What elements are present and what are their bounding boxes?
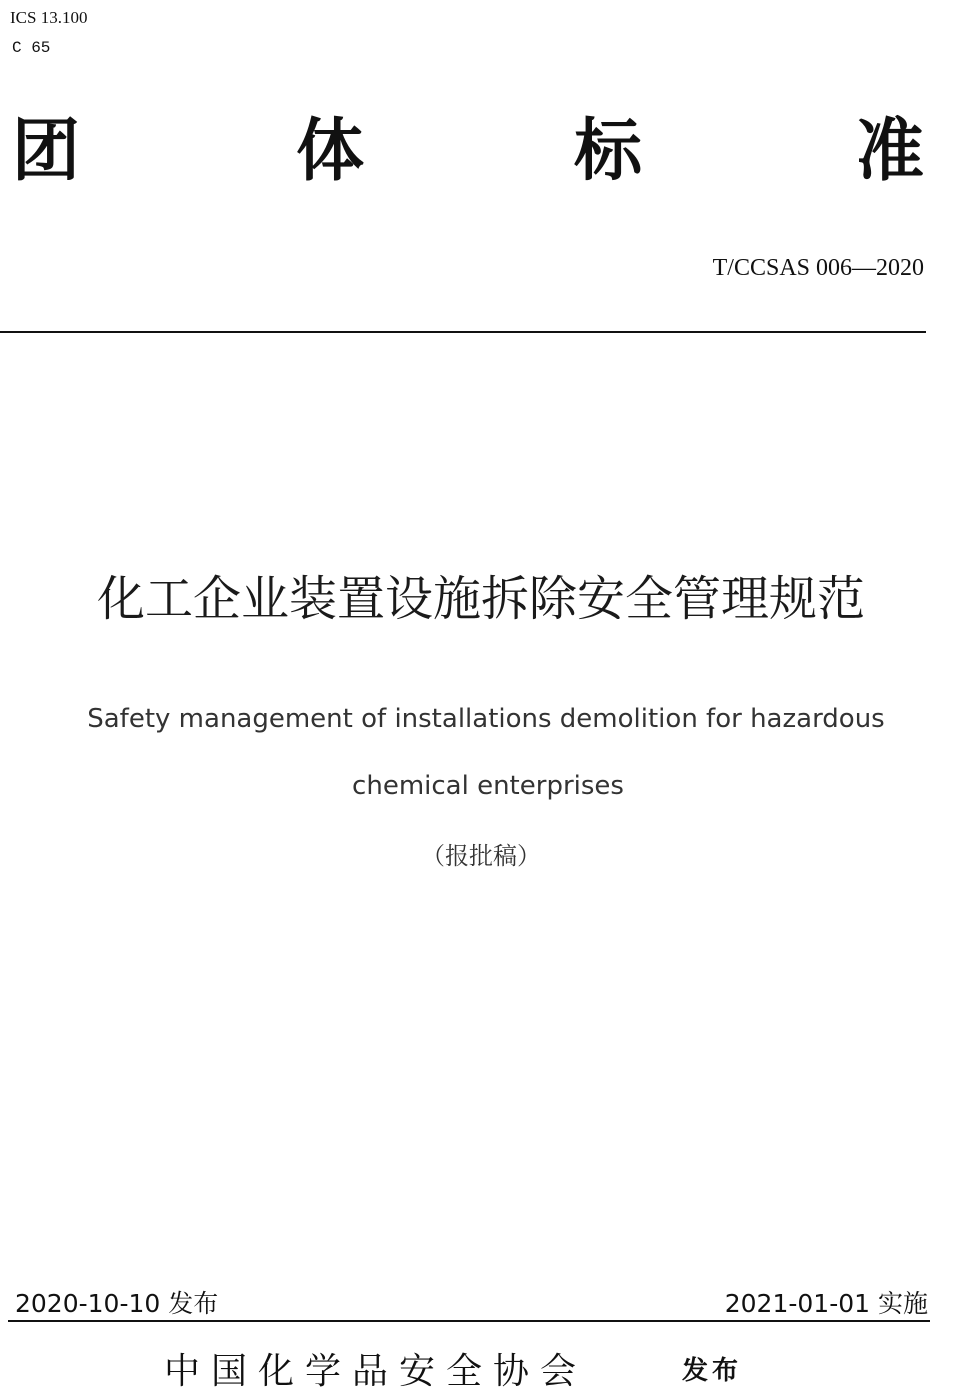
classification-code: C 65 xyxy=(12,39,51,57)
publish-date: 2020-10-10 发布 xyxy=(15,1289,219,1318)
document-title-chinese: 化工企业装置设施拆除安全管理规范 xyxy=(96,571,865,627)
draft-status: （报批稿） xyxy=(421,842,541,870)
standard-type-char-4: 准 xyxy=(856,112,925,191)
document-title-english-line2: chemical enterprises xyxy=(352,771,624,801)
issuing-organization: 中国化学品安全协会 xyxy=(164,1351,588,1392)
standard-code: T/CCSAS 006—2020 xyxy=(712,255,924,281)
top-divider xyxy=(0,331,926,333)
standard-type-char-2: 体 xyxy=(296,112,365,191)
ics-number: ICS 13.100 xyxy=(10,8,88,27)
effective-date: 2021-01-01 实施 xyxy=(724,1289,928,1318)
standard-type-char-3: 标 xyxy=(574,112,643,191)
bottom-divider xyxy=(8,1320,930,1322)
document-title-english-line1: Safety management of installations demolition for hazardous xyxy=(87,704,885,734)
standard-type-char-1: 团 xyxy=(12,112,81,191)
publish-label: 发布 xyxy=(682,1356,743,1386)
